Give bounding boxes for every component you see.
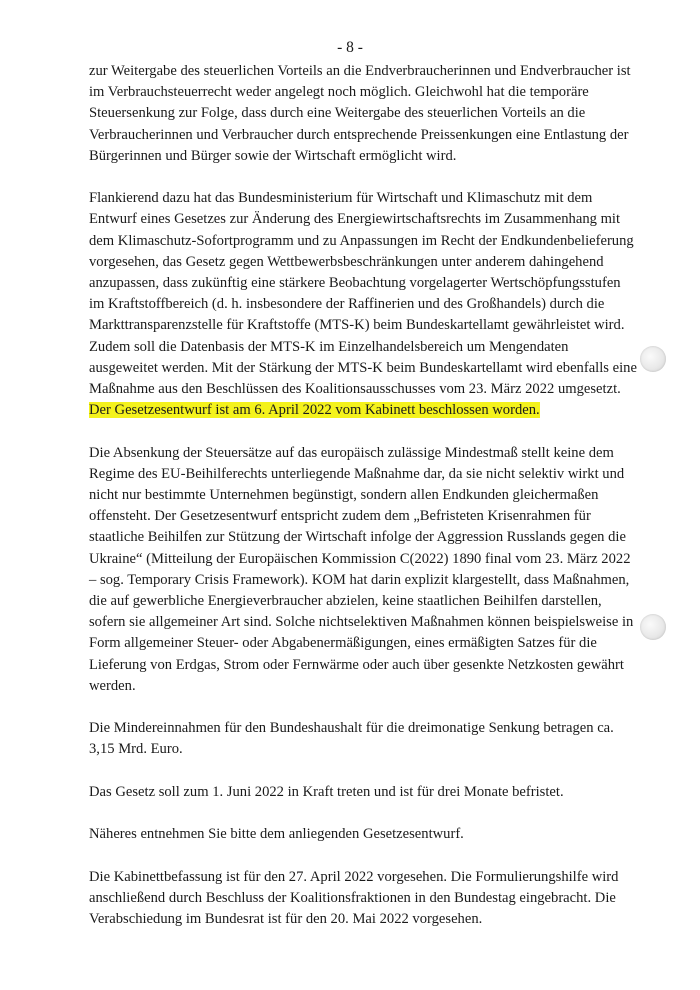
paragraph-effective-date (89, 782, 634, 803)
paragraph-mts-k (89, 188, 637, 421)
text-line: ausgeweitet werden. Mit der Stärkung der MTS-K beim Bundeskartellamt wird ebenfalls eine (89, 359, 637, 376)
text-line: – sog. Temporary Crisis Framework). KOM hat darin explizit klargestellt, dass Maßnahmen, (89, 571, 630, 588)
document-body (89, 61, 637, 951)
text-line: anschließend durch Beschluss der Koalitionsfraktionen in den Bundestag eingebracht. Die (89, 889, 616, 906)
paragraph-eu-state-aid (89, 443, 634, 697)
paragraph-revenue-loss (89, 718, 634, 760)
punch-hole-upper (640, 346, 666, 372)
text-line: Flankierend dazu hat das Bundesministerium für Wirtschaft und Klimaschutz mit dem (89, 190, 593, 207)
text-line: Maßnahme aus den Beschlüssen des Koalitionsausschusses vom 23. März 2022 umgesetzt. (89, 381, 621, 398)
text-line: Regime des EU-Beihilferechts unterliegende Maßnahme dar, da sie nicht selektiv wirkt und (89, 465, 625, 482)
text-line: Ukraine“ (Mitteilung der Europäischen Kommission C(2022) 1890 final vom 23. März 2022 (89, 550, 631, 567)
paragraph-tax-pass-through (89, 61, 634, 167)
text-line: Entwurf eines Gesetzes zur Änderung des Energiewirtschaftsrechts im Zusammenhang mit (89, 211, 621, 228)
text-line: Verabschiedung im Bundesrat ist für den 20. Mai 2022 vorgesehen. (89, 911, 483, 928)
text-line: Markttransparenzstelle für Kraftstoffe (MTS-K) beim Bundeskartellamt gewährleistet wird. (89, 317, 625, 334)
text-line: sofern sie allgemeiner Art sind. Solche nichtselektiven Maßnahmen können beispielsweise in (89, 614, 634, 631)
text-line: Die Absenkung der Steuersätze auf das europäisch zulässige Mindestmaß stellt keine dem (89, 444, 614, 461)
paragraph-schedule (89, 867, 634, 931)
text-line: 3,15 Mrd. Euro. (89, 741, 183, 758)
text-line: vorgesehen, das Gesetz gegen Wettbewerbsbeschränkungen unter anderem dahingehend (89, 253, 604, 270)
text-line: Die Kabinettbefassung ist für den 27. April 2022 vorgesehen. Die Formulierungshilfe wird (89, 868, 619, 885)
text-line: Verbraucherinnen und Verbraucher durch entsprechende Preissenkungen eine Entlastung der (89, 126, 629, 143)
text-line: dem Klimaschutz-Sofortprogramm und zu Anpassungen im Recht der Endkundenbelieferung (89, 232, 634, 249)
highlighted-line (89, 400, 634, 421)
highlighted-text: Der Gesetzesentwurf ist am 6. April 2022 vom Kabinett beschlossen worden. (89, 402, 540, 419)
text-line: offensteht. Der Gesetzesentwurf entspricht zudem dem „Befristeten Krisenrahmen für (89, 508, 591, 525)
text-line: werden. (89, 677, 136, 694)
text-line: Zudem soll die Datenbasis der MTS-K im Einzelhandelsbereich um Mengendaten (89, 338, 569, 355)
page-number: - 8 - (337, 39, 363, 56)
text-line: Lieferung von Erdgas, Strom oder Fernwärme oder auch über gesenkte Netzkosten gewährt (89, 656, 624, 673)
text-line: zur Weitergabe des steuerlichen Vorteils an die Endverbraucherinnen und Endverbraucher ist (89, 63, 631, 79)
paragraph-attachment-note (89, 824, 634, 845)
text-line: im Verbrauchsteuerrecht weder angelegt noch möglich. Gleichwohl hat die temporäre (89, 84, 589, 101)
text-line: anzupassen, dass zukünftig eine stärkere Beobachtung vorgelagerter Wertschöpfungsstufen (89, 275, 621, 292)
text-line: Bürgerinnen und Bürger sowie der Wirtschaft ermöglicht wird. (89, 147, 457, 164)
text-line: die auf gewerbliche Energieverbraucher abzielen, keine staatlichen Beihilfen darstellen, (89, 593, 602, 610)
text-line: Das Gesetz soll zum 1. Juni 2022 in Kraft treten und ist für drei Monate befristet. (89, 783, 564, 800)
text-line: im Kraftstoffbereich (d. h. insbesondere der Raffinerien und des Großhandels) durch die (89, 296, 605, 313)
text-line: Steuersenkung zur Folge, dass durch eine Weitergabe des steuerlichen Vorteils an die (89, 105, 586, 122)
punch-hole-lower (640, 614, 666, 640)
text-line: nicht nur bestimmte Unternehmen begünstigt, sondern allen Endkunden gleichermaßen (89, 487, 599, 504)
text-line: Die Mindereinnahmen für den Bundeshaushalt für die dreimonatige Senkung betragen ca. (89, 720, 614, 737)
text-line: staatliche Beihilfen zur Stützung der Wirtschaft infolge der Aggression Russlands gegen die (89, 529, 626, 546)
text-line: Form allgemeiner Steuer- oder Abgabenermäßigungen, eines ermäßigten Satzes für die (89, 635, 597, 652)
text-line: Näheres entnehmen Sie bitte dem anliegenden Gesetzesentwurf. (89, 826, 464, 843)
